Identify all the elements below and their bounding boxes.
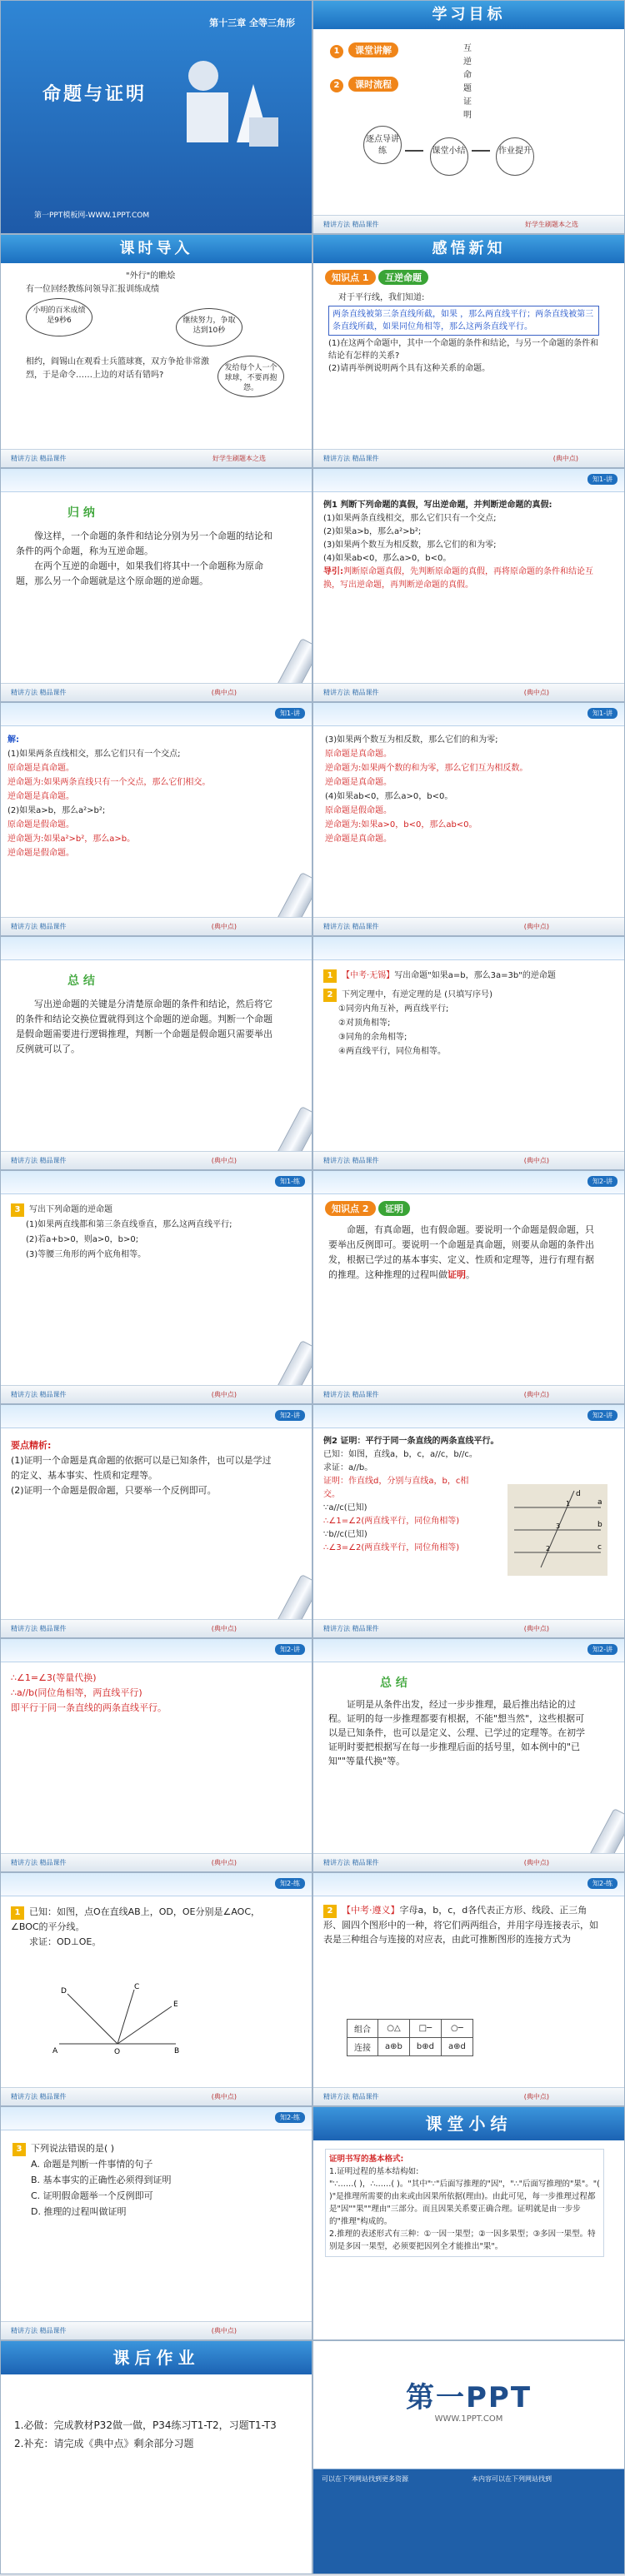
slide-practice-1: 1 【中考·无锡】写出命题"如果a=b，那么3a=3b"的逆命题 2 下列定理中，有逆定理的是 (只填写序号) ①同旁内角互补，两直线平行; ②对顶角相等; ③同角的余角相等; ④两直线平行，同位角相等。 精讲方法 精品课件 (典中点) (312, 936, 625, 1170)
choice-a: A. 命题是判断一件事情的句子 (31, 2159, 153, 2170)
proof-line: ∴a//b(同位角相等，两直线平行) (11, 1687, 142, 1698)
knowledge-point: 证明 (378, 1201, 410, 1216)
proof-line: 证明：作直线d，分别与直线a，b，c相交。 (323, 1477, 469, 1499)
slide-knowledge-2: 知2-讲 知识点 2 证明 命题，有真命题，也有假命题。要说明一个命题是假命题，只要举出反例即可。要说明一个命题是真命题，则要从命题的条件出发，根据已学过的基本事实、定义、性质和定理等，进行有理有据的推理。这种推理的过程叫做证明。 精讲方法 精品课件 (典中点) (312, 1170, 625, 1404)
question-text: 写出命题"如果a=b，那么3a=3b"的逆命题 (394, 971, 556, 980)
slide-example-2: 知2-讲 例2 证明：平行于同一条直线的两条直线平行。 已知：如图，直线a，b，c，a//c，b//c。 求证：a//b。 证明：作直线d，分别与直线a，b，c相交。 ∵a//c(已知) ∴∠1=∠2(两直线平行，同位角相等) ∵b//c(已知) ∴∠3=∠2(两直线平行，同位角相等) d a b c 1 3 2 精讲方法 精品课件 (典中点) (312, 1404, 625, 1638)
poem-title: "外行"的瞧烩 (126, 272, 176, 281)
brand-logo: 第一PPT (405, 2381, 532, 2414)
brand-left-caption: 可以在下列网站找到更多资源 (322, 2475, 408, 2483)
question-1: (1)在这两个命题中，其中一个命题的条件和结论，与另一个命题的条件和结论有怎样的关系? (328, 339, 599, 361)
slide-practice-3: 知2-练 1 已知：如图，点O在直线AB上，OD，OE分别是∠AOC，∠BOC的平分线。 求证：OD⊥OE。 D C E A O B 精讲方法 精品课件 (典中点) (0, 1872, 312, 2106)
slide-knowledge-1: 感悟新知 知识点 1 互逆命题 对于平行线，我们知道: 两条直线被第三条直线所截，如果 ，那么两直线平行；两条直线被第三条直线所截，如果同位角相等，那么这两条直线平行。 (1)在这两个命题中，其中一个命题的条件和结论，与另一个命题的条件和结论有怎样的关系? (2)请再举例说明两个具有这种关系的命题。 精讲方法 精品课件 (典中点) (312, 234, 625, 468)
example-question: 例2 证明：平行于同一条直线的两条直线平行。 (323, 1437, 499, 1446)
slide-header: 课时导入 (1, 235, 312, 263)
slide-main-title: 命题与证明 (42, 84, 148, 105)
flow-step-2: 课堂小结 (430, 137, 468, 176)
question-text: 相约，阎锡山在观看士兵篮球赛，双方争抢非常激烈，于是命令……上边的对话有错吗? (26, 357, 209, 380)
homework-line: 2.补充：请完成《典中点》剩余部分习题 (14, 2438, 194, 2449)
slide-summary-1: 归 纳 像这样，一个命题的条件和结论分别为另一个命题的结论和条件的两个命题，称为互逆命题。 在两个互逆的命题中，如果我们将其中一个命题称为原命题，那么另一个命题就是这个原命题的逆命题。 精讲方法 精品课件 (典中点) (0, 468, 312, 702)
given: 已知：如图，直线a，b，c，a//c，b//c。 (323, 1450, 478, 1459)
chapter-label: 第十三章 全等三角形 (209, 17, 295, 28)
angle-label-1: 1 (566, 1500, 571, 1507)
slide-solution-a: 知1-讲 解: (1)如果两条直线相交，那么它们只有一个交点; 原命题是真命题。 逆命题为:如果两条直线只有一个交点，那么它们相交。 逆命题是真命题。 (2)如果a>b，那么a²>b²; 原命题是假命题。 逆命题为:如果a²>b²，那么a>b。 逆命题是假命题。 精讲方法 精品课件 (典中点) (0, 702, 312, 936)
slide-header: 感悟新知 (313, 235, 624, 263)
question-text: 写出下列命题的逆命题 (29, 1205, 112, 1214)
question-item: (3)等腰三角形的两个底角相等。 (26, 1250, 147, 1259)
flow-step-1: 逐点导讲练 (363, 126, 402, 164)
option-item: ②对顶角相等; (338, 1019, 391, 1028)
slide-practice-5: 知2-练 3 下列说法错误的是( ) A. 命题是判断一件事情的句子 B. 基本事实的正确性必须得到证明 C. 证明假命题举一个反例即可 D. 推理的过程叫做证明 精讲方法 精品课件 (典中点) (0, 2106, 312, 2340)
slide-summary-3: 知2-讲 总 结 证明是从条件出发，经过一步步推理，最后推出结论的过程。证明的每一步推理都要有根据，不能"想当然"，这些根据可以是已知条件，也可以是定义、公理、已学过的定理等。在初学证明时要把根据写在每一步推理后面的括号里，如本例中的"已知""等量代换"等。 精讲方法 精品课件 (典中点) (312, 1638, 625, 1872)
proof-line: ∴∠1=∠2(两直线平行，同位角相等) (323, 1517, 460, 1526)
solution-line: (3)如果两个数互为相反数，那么它们的和为零; (325, 735, 498, 745)
source-label: 【中考·遵义】 (342, 1905, 400, 1916)
section-header: 课堂小结 (313, 2107, 624, 2140)
summary-line: 1.证明过程的基本结构如: (329, 2167, 419, 2176)
definition-term: 证明 (448, 1269, 466, 1280)
speech-bubble-3: 发给每个人一个球球，不要再抱怨。 (218, 356, 284, 397)
slide-summary-2: 总 结 写出逆命题的关键是分清楚原命题的条件和结论，然后将它的条件和结论交换位置就得到这个命题的逆命题。判断一个命题是假命题需要进行逻辑推理，判断一个命题是假命题只需要举出反例就可以了。 精讲方法 精品课件 (典中点) (0, 936, 312, 1170)
slide-key-points: 知2-讲 要点精析: (1)证明一个命题是真命题的依据可以是已知条件，也可以是学过的定义、基本事实、性质和定理等。 (2)证明一个命题是假命题，只要举一个反例即可。 精讲方法 精品课件 (典中点) (0, 1404, 312, 1638)
solution-line: 原命题是假命题。 (325, 806, 392, 815)
parallel-lines-figure (508, 1484, 608, 1576)
proof-line: ∴∠3=∠2(两直线平行，同位角相等) (323, 1543, 460, 1552)
proof-line: ∵a//c(已知) (323, 1503, 368, 1512)
question-text: 已知：如图，点O在直线AB上，OD，OE分别是∠AOC，∠BOC的平分线。 (11, 1906, 260, 1932)
solution-line: (4)如果ab<0，那么a>0，b<0。 (325, 792, 453, 801)
goal-flow: 2 课时流程 (330, 77, 398, 92)
point-label-o: O (114, 2048, 121, 2056)
slide-brand (312, 2340, 625, 2574)
angle-label-2: 2 (546, 1545, 551, 1552)
knowledge-point: 互逆命题 (378, 270, 428, 285)
knowledge-badge: 知识点 2 (325, 1201, 376, 1216)
flow-step-3: 作业提升 (496, 137, 534, 176)
combination-table: 组合 ○△ □─ ○─ 连接 a⊕b b⊕d a⊕d (347, 2019, 473, 2056)
summary-title: 证明书写的基本格式: (329, 2155, 404, 2164)
question-item: (1)如果两直线都和第三条直线垂直，那么这两直线平行; (26, 1220, 232, 1229)
summary-heading: 总 结 (380, 1677, 408, 1690)
goal-lecture: 1 课堂讲解 (330, 42, 398, 58)
option-item: ①同旁内角互补，两直线平行; (338, 1004, 449, 1014)
knowledge-badge: 知识点 1 (325, 270, 376, 285)
option-item: ④两直线平行，同位角相等。 (338, 1047, 446, 1056)
brand-url: WWW.1PPT.COM (434, 2414, 503, 2424)
speech-bubble-1: 小明的百米成绩是9秒6 (26, 298, 92, 336)
summary-para-1: 像这样，一个命题的条件和结论分别为另一个命题的结论和条件的两个命题，称为互逆命题。 (16, 531, 272, 556)
line-label-b: b (598, 1521, 602, 1529)
example-item-1: (1)如果两条直线相交，那么它们只有一个交点; (323, 514, 497, 523)
speech-bubble-2: 继续努力，争取达到10秒 (176, 308, 242, 346)
slide-practice-4: 知2-练 2 【中考·遵义】字母a，b，c，d各代表正方形、线段、正三角形、圆四个图形中的一种，将它们两两组合，并用字母连接表示，如表是三种组合与连接的对应表，由此可推断图形的连接方式为 组合 ○△ □─ ○─ 连接 a⊕b b⊕d a⊕d 精讲方法 精品课件 (典中点) (312, 1872, 625, 2106)
summary-line: 2.推理的表述形式有三种：①一因一果型；②一因多果型；③多因一果型。特别是多因一果型，必须要把因列全才能推出"果"。 (329, 2230, 596, 2251)
definition-text: 命题，有真命题，也有假命题。要说明一个命题是假命题，只要举出反例即可。要说明一个命题是真命题，则要从命题的条件出发，根据已学过的基本事实、定义、性质和定理等，进行有理有据的推理。这种推理的过程叫做 (328, 1224, 594, 1280)
angle-figure (51, 1981, 184, 2059)
proof-line: ∴∠1=∠3(等量代换) (11, 1672, 97, 1683)
solution-line: 原命题是假命题。 (8, 820, 74, 830)
solution-line: 逆命题为:如果a>0，b<0，那么ab<0。 (325, 820, 478, 830)
point-label-b: B (174, 2047, 180, 2055)
geometric-solids-image (170, 51, 287, 159)
proof-line: 即平行于同一条直线的两条直线平行。 (11, 1702, 167, 1713)
guide-text: 判断原命题真假，先判断原命题的真假，再将原命题的条件和结论互换，写出逆命题，再判断逆命题的真假。 (323, 567, 593, 590)
choice-b: B. 基本事实的正确性必须得到证明 (31, 2175, 172, 2185)
slide-header: 学习目标 (313, 1, 624, 29)
slide-practice-2: 知1-练 3 写出下列命题的逆命题 (1)如果两直线都和第三条直线垂直，那么这两直线平行; (2)若a+b>0，则a>0，b>0; (3)等腰三角形的两个底角相等。 精讲方法 精品课件 (典中点) (0, 1170, 312, 1404)
question-text: 下列定理中，有逆定理的是 (只填写序号) (342, 990, 492, 999)
source-label: 【中考·无锡】 (342, 971, 395, 980)
solution-line: 原命题是真命题。 (8, 764, 74, 773)
slide-title (0, 0, 312, 234)
question-text: 字母a，b，c，d各代表正方形、线段、正三角形、圆四个图形中的一种，将它们两两组合，并用字母连接表示，如表是三种组合与连接的对应表，由此可推断图形的连接方式为 (323, 1905, 598, 1945)
line-label-c: c (598, 1543, 602, 1552)
section-header: 课后作业 (1, 2341, 312, 2374)
point-label-c: C (134, 1983, 140, 1991)
solution-line: 逆命题是真命题。 (325, 778, 392, 787)
choice-d: D. 推理的过程叫做证明 (31, 2206, 127, 2217)
solution-line: 逆命题是真命题。 (8, 792, 74, 801)
angle-label-3: 3 (556, 1522, 561, 1530)
key-point-1: (1)证明一个命题是真命题的依据可以是已知条件，也可以是学过的定义、基本事实、性质和定理等。 (11, 1455, 272, 1481)
line-label-a: a (598, 1498, 602, 1507)
key-points-title: 要点精析: (11, 1440, 52, 1451)
key-point-2: (2)证明一个命题是假命题，只要举一个反例即可。 (11, 1485, 217, 1496)
parallel-statements: 两条直线被第三条直线所截，如果 ，那么两直线平行；两条直线被第三条直线所截，如果同位角相等，那么这两条直线平行。 (328, 306, 599, 336)
slide-example-1: 知1-讲 例1 判断下列命题的真假，写出逆命题，并判断逆命题的真假: (1)如果两条直线相交，那么它们只有一个交点; (2)如果a>b，那么a²>b²; (3)如果两个数互为相反数，那么它们的和为零; (4)如果ab<0，那么a>0，b<0。 导引:判断原命题真假，先判断原命题的真假，再将原命题的条件和结论互换，写出逆命题，再判断逆命题的真假。 精讲方法 精品课件 (典中点) (312, 468, 625, 702)
question-text: 下列说法错误的是( ) (31, 2143, 115, 2154)
flow-diagram (363, 126, 534, 176)
example-item-4: (4)如果ab<0，那么a>0，b<0。 (323, 554, 452, 563)
example-question: 例1 判断下列命题的真假，写出逆命题，并判断逆命题的真假: (323, 501, 552, 510)
site-caption: 第一PPT模板网-WWW.1PPT.COM (34, 212, 150, 220)
slide-solution-b: 知1-讲 (3)如果两个数互为相反数，那么它们的和为零; 原命题是真命题。 逆命题为:如果两个数的和为零，那么它们互为相反数。 逆命题是真命题。 (4)如果ab<0，那么a>0，b<0。 原命题是假命题。 逆命题为:如果a>0，b<0，那么ab<0。 逆命题是真命题。 精讲方法 精品课件 (典中点) (312, 702, 625, 936)
solution-line: 逆命题是真命题。 (325, 835, 392, 844)
slide-proof-end: 知2-讲 ∴∠1=∠3(等量代换) ∴a//b(同位角相等，两直线平行) 即平行于同一条直线的两条直线平行。 精讲方法 精品课件 (典中点) (0, 1638, 312, 1872)
homework-line: 1.必做：完成教材P32做一做，P34练习T1-T2，习题T1-T3 (14, 2419, 277, 2431)
slide-intro: 课时导入 "外行"的瞧烩 有一位回经教练问领导汇报训练成绩 小明的百米成绩是9秒6 继续努力，争取达到10秒 发给每个人一个球球，不要再抱怨。 相约，阎锡山在观看士兵篮球赛，双方争抢非常激烈，于是命令……上边的对话有错吗? 精讲方法 精品课件 好学生刷题本之选 (0, 234, 312, 468)
slide-homework (0, 2340, 312, 2574)
slide-goals: 学习目标 1 课堂讲解 互逆命题 证明 2 课时流程 逐点导讲练 课堂小结 作业提升 精讲方法 精品课件 好学生刷题本之选 (312, 0, 625, 234)
solution-line: 逆命题为:如果两个数的和为零，那么它们互为相反数。 (325, 764, 528, 773)
summary-heading: 归 纳 (68, 506, 95, 520)
point-label-e: E (173, 2001, 178, 2009)
intro-text: 有一位回经教练问领导汇报训练成绩 (26, 285, 159, 294)
slide-lesson-summary (312, 2106, 625, 2340)
summary-para: 证明是从条件出发，经过一步步推理，最后推出结论的过程。证明的每一步推理都要有根据，不能"想当然"，这些根据可以是已知条件，也可以是定义、公理、已学过的定理等。在初学证明时要把根据写在每一步推理后面的括号里，如本例中的"已知""等量代换"等。 (328, 1699, 585, 1766)
question-item: (2)若a+b>0，则a>0，b>0; (26, 1235, 139, 1244)
solution-line: 原命题是真命题。 (325, 750, 392, 759)
solution-line: 逆命题为:如果两条直线只有一个交点，那么它们相交。 (8, 778, 211, 787)
example-item-3: (3)如果两个数互为相反数，那么它们的和为零; (323, 541, 497, 550)
point-label-a: A (52, 2047, 58, 2055)
summary-para: 写出逆命题的关键是分清楚原命题的条件和结论，然后将它的条件和结论交换位置就得到这个命题的逆命题。判断一个命题是假命题需要进行逻辑推理，判断一个命题是假命题只需要举出反例就可以了。 (16, 999, 272, 1054)
summary-heading: 总 结 (68, 974, 95, 988)
solution-line: 逆命题为:如果a²>b²，那么a>b。 (8, 835, 136, 844)
brand-right-caption: 本内容可以在下列网站找到 (472, 2475, 552, 2483)
choice-c: C. 证明假命题举一个反例即可 (31, 2190, 153, 2201)
to-prove: 求证：OD⊥OE。 (29, 1936, 102, 1947)
intro-line: 对于平行线，我们知道: (338, 293, 425, 302)
guide-label: 导引: (323, 567, 343, 576)
solution-line: (1)如果两条直线相交，那么它们只有一个交点; (8, 750, 181, 759)
summary-para-2: 在两个互逆的命题中，如果我们将其中一个命题称为原命题，那么另一个命题就是这个原命题的逆命题。 (16, 561, 263, 586)
question-2: (2)请再举例说明两个具有这种关系的命题。 (328, 364, 491, 373)
summary-line: "∵……( )，∴……( )。"其中"∵"后面写推理的"因"，"∴"后面写推理的"果"。"( )"是推理所需要的由来或由因果所依据(理由)。由此可见，每一步推理过程都是"因""果""理由"三部分。而且因果关系要正确合理。证明就是由一步步的"推理"构成的。 (329, 2180, 600, 2226)
line-label-d: d (576, 1490, 581, 1498)
to-prove: 求证：a//b。 (323, 1463, 373, 1472)
proof-line: ∵b//c(已知) (323, 1530, 368, 1539)
solution-label: 解: (8, 735, 19, 745)
goal-item-1: 互逆命题 (463, 44, 472, 93)
solution-line: (2)如果a>b，那么a²>b²; (8, 806, 106, 815)
solution-line: 逆命题是假命题。 (8, 849, 74, 858)
option-item: ③同角的余角相等; (338, 1033, 408, 1042)
point-label-d: D (61, 1987, 67, 1996)
goal-item-2: 证明 (463, 97, 472, 120)
example-item-2: (2)如果a>b，那么a²>b²; (323, 527, 422, 536)
